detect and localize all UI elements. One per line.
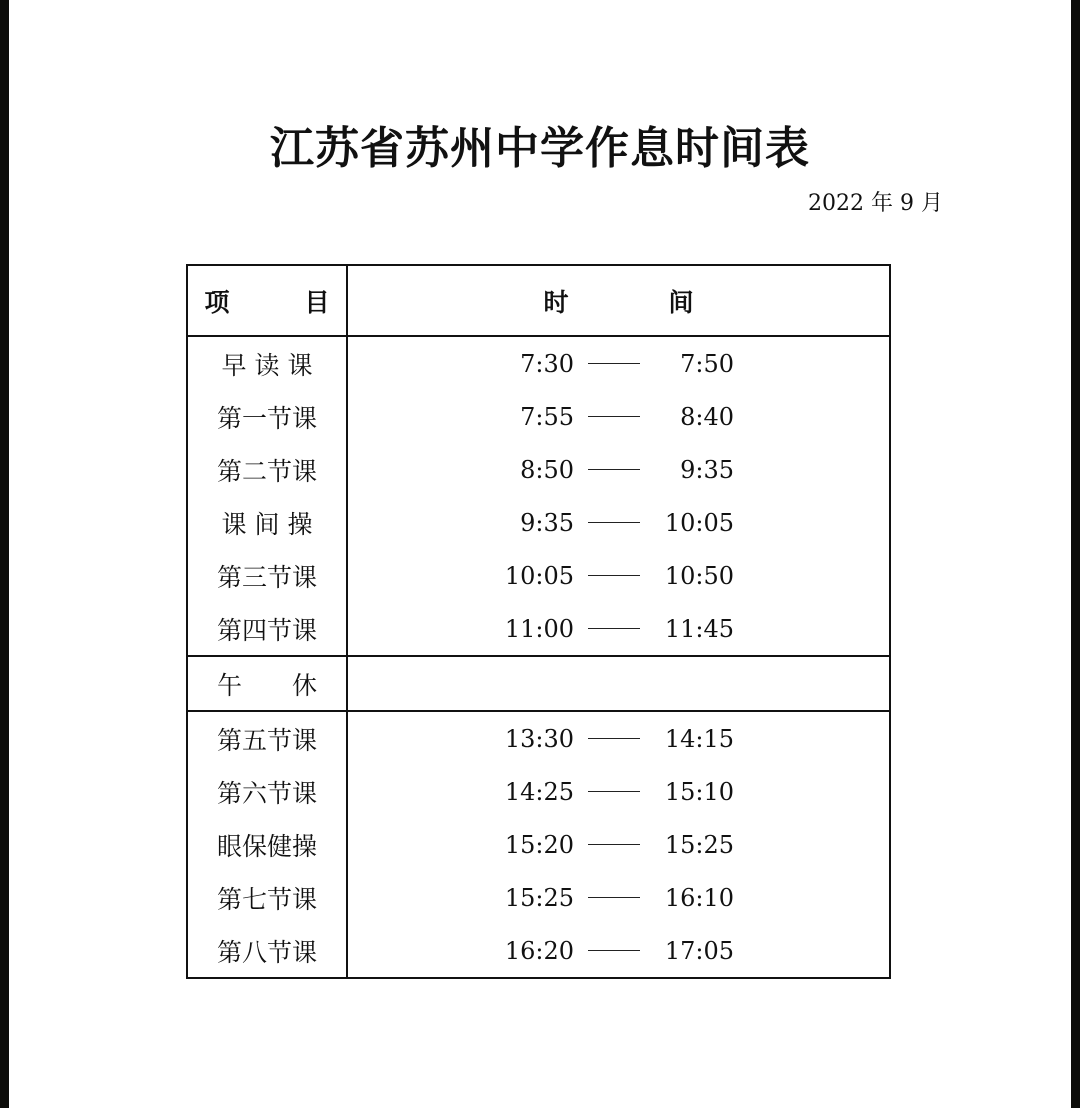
row-item: 第八节课 (188, 924, 348, 977)
document-date: 2022 年 9 月 (808, 191, 943, 216)
row-time (348, 712, 889, 765)
start-time: 10:05 (504, 561, 574, 590)
row-item: 第四节课 (188, 602, 348, 655)
row-item: 第七节课 (188, 871, 348, 924)
row-item: 眼保健操 (188, 818, 348, 871)
dash-separator (588, 522, 640, 523)
table-row (188, 871, 889, 924)
document-title: 江苏省苏州中学作息时间表 (270, 123, 810, 174)
end-time: 10:05 (664, 508, 734, 537)
table-row (188, 818, 889, 871)
row-item: 早 读 课 (188, 337, 348, 390)
end-time: 16:10 (664, 883, 734, 912)
table-row (188, 443, 889, 496)
table-row (188, 924, 889, 977)
start-time: 9:35 (520, 508, 574, 537)
row-time (348, 496, 889, 549)
end-time: 15:10 (664, 777, 734, 806)
table-row (188, 496, 889, 549)
end-time: 11:45 (664, 614, 734, 643)
start-time: 11:00 (504, 614, 574, 643)
row-time (348, 765, 889, 818)
start-time: 7:55 (520, 402, 574, 431)
end-time: 7:50 (680, 349, 734, 378)
end-time: 14:15 (664, 724, 734, 753)
dash-separator (588, 738, 640, 739)
row-item: 第六节课 (188, 765, 348, 818)
dash-separator (588, 791, 640, 792)
start-time: 7:30 (520, 349, 574, 378)
dash-separator (588, 628, 640, 629)
row-time (348, 871, 889, 924)
table-header (188, 266, 889, 335)
row-item: 第一节课 (188, 390, 348, 443)
row-time (348, 443, 889, 496)
dash-separator (588, 575, 640, 576)
header-item: 项 目 (188, 266, 348, 335)
end-time: 8:40 (680, 402, 734, 431)
start-time: 15:20 (504, 830, 574, 859)
end-time: 15:25 (664, 830, 734, 859)
end-time: 10:50 (664, 561, 734, 590)
table-row (188, 390, 889, 443)
start-time: 13:30 (504, 724, 574, 753)
row-time (348, 390, 889, 443)
row-time (348, 549, 889, 602)
row-time (348, 924, 889, 977)
dash-separator (588, 950, 640, 951)
start-time: 16:20 (504, 936, 574, 965)
table-row (188, 712, 889, 765)
row-time (348, 602, 889, 655)
table-row (188, 549, 889, 602)
row-item: 第三节课 (188, 549, 348, 602)
start-time: 15:25 (504, 883, 574, 912)
dash-separator (588, 469, 640, 470)
end-time: 17:05 (664, 936, 734, 965)
row-item: 第二节课 (188, 443, 348, 496)
table-row (188, 765, 889, 818)
morning-section (188, 335, 889, 655)
start-time: 8:50 (520, 455, 574, 484)
start-time: 14:25 (504, 777, 574, 806)
end-time: 9:35 (680, 455, 734, 484)
dash-separator (588, 844, 640, 845)
dash-separator (588, 363, 640, 364)
table-row (188, 657, 889, 710)
row-item: 午 休 (188, 657, 348, 710)
dash-separator (588, 416, 640, 417)
table-row (188, 337, 889, 390)
row-time (348, 818, 889, 871)
header-time: 时 间 (543, 287, 694, 317)
dash-separator (588, 897, 640, 898)
row-item: 第五节课 (188, 712, 348, 765)
row-item: 课 间 操 (188, 496, 348, 549)
table-row (188, 602, 889, 655)
row-time (348, 337, 889, 390)
noon-section (188, 655, 889, 710)
schedule-table (186, 264, 891, 979)
afternoon-section (188, 710, 889, 977)
